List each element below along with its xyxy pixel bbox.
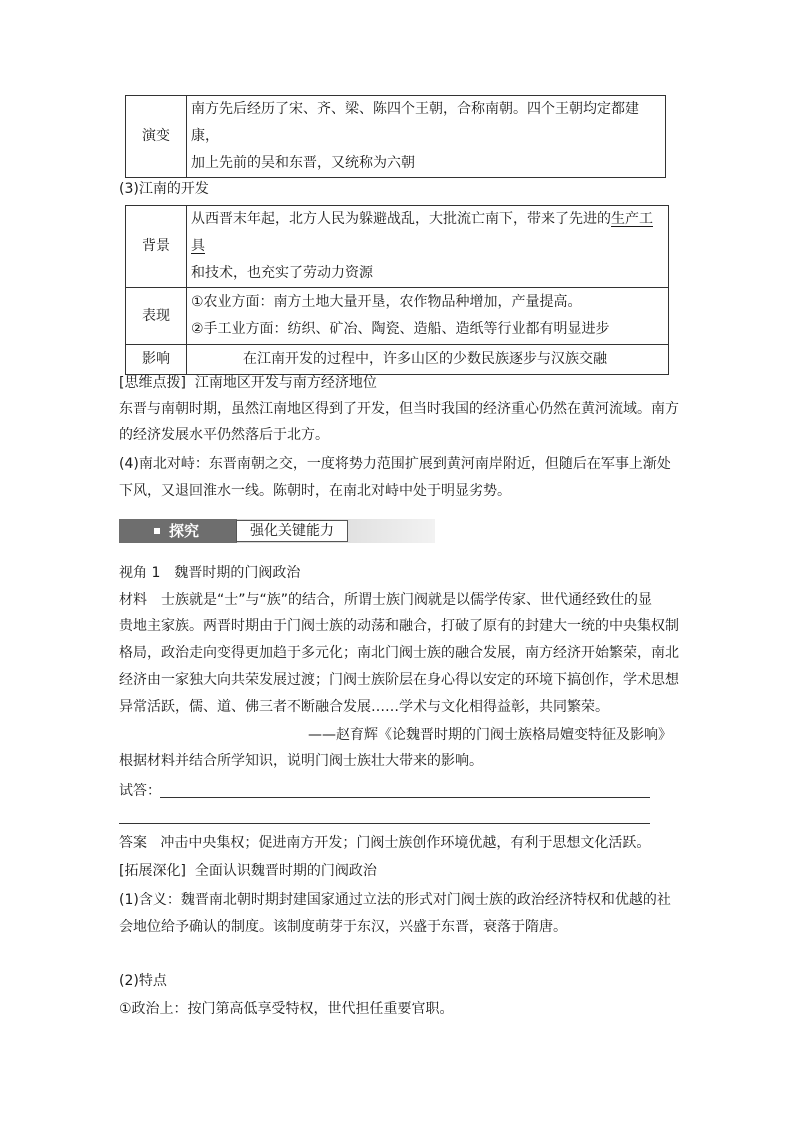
evolution-content	[187, 96, 666, 178]
answer-text: 冲击中央集权；促进南方开发；门阀士族创作环境优越，有利于思想文化活跃。	[160, 835, 651, 851]
background-label: 背景	[126, 206, 187, 288]
extend-heading	[119, 861, 377, 881]
section-3-heading: (3)江南的开发	[119, 181, 209, 197]
perspective-heading: 视角 1 魏晋时期的门阀政治	[119, 565, 301, 581]
material-source: ——赵育辉《论魏晋时期的门阀士族格局嬗变特征及影响》	[308, 727, 672, 743]
material-line-4: 经济由一家独大向共荣发展过渡；门阀士族阶层在身心得以安定的环境下搞创作，学术思想	[119, 672, 679, 688]
square-bullet-icon	[154, 528, 160, 534]
answer-row	[119, 833, 650, 853]
evolution-line-1: 南方先后经历了宋、齐、梁、陈四个王朝，合称南朝。四个王朝均定都建康，	[191, 101, 639, 144]
banner-dark-block	[119, 519, 237, 543]
try-answer-label: 试答：	[119, 783, 161, 799]
background-line-2: 和技术，也充实了劳动力资源	[191, 265, 373, 281]
features-heading: (2)特点	[119, 973, 167, 989]
banner-title: 探究	[169, 522, 200, 540]
banner-subtitle: 强化关键能力	[236, 520, 348, 542]
jiangnan-table	[125, 205, 669, 375]
material-line-5: 异常活跃，儒、道、佛三者不断融合发展……学术与文化相得益彰，共同繁荣。	[119, 699, 609, 715]
influence-content: 在江南开发的过程中，许多山区的少数民族逐步与汉族交融	[187, 345, 669, 375]
thinking-p1-line-2: 的经济发展水平仍然落后于北方。	[119, 427, 329, 443]
evolution-line-2: 加上先前的吴和东晋，又统称为六朝	[191, 155, 415, 171]
evolution-table	[125, 95, 666, 178]
background-text: 从西晋末年起，北方人民为躲避战乱，大批流亡南下，带来了先进的	[191, 211, 611, 227]
background-content	[187, 206, 669, 288]
thinking-p1-line-1: 东晋与南朝时期，虽然江南地区得到了开发，但当时我国的经济重心仍然在黄河流域。南方	[119, 401, 679, 417]
material-line-1: 材料 士族就是“士”与“族”的结合，所谓士族门阀就是以儒学传家、世代通经致仕的显	[119, 592, 653, 608]
thinking-tag: [思维点拨]	[119, 375, 186, 391]
definition-line-2: 会地位给予确认的制度。该制度萌芽于东汉，兴盛于东晋，衰落于隋唐。	[119, 919, 567, 935]
extend-tag: [拓展深化]	[119, 863, 186, 879]
background-line-1	[191, 206, 664, 260]
material-line-3: 格局，政治走向变得更加趋于多元化；南北门阀士族的融合发展，南方经济开始繁荣，南北	[119, 645, 679, 661]
answer-blank-line-1[interactable]	[160, 797, 650, 798]
thinking-p2-line-1: (4)南北对峙：东晋南朝之交，一度将势力范围扩展到黄河南岸附近，但随后在军事上渐处	[119, 456, 671, 472]
evolution-label: 演变	[126, 96, 187, 178]
question: 根据材料并结合所学知识，说明门阀士族壮大带来的影响。	[119, 753, 483, 769]
feature-1: ①政治上：按门第高低享受特权，世代担任重要官职。	[119, 1001, 454, 1017]
answer-blank-line-2[interactable]	[119, 823, 650, 824]
tools-underlined: 生产工具	[191, 211, 653, 254]
performance-line-1: ①农业方面：南方土地大量开垦，农作物品种增加，产量提高。	[191, 294, 582, 310]
explore-banner	[119, 519, 435, 543]
extend-title: 全面认识魏晋时期的门阀政治	[194, 863, 377, 879]
thinking-heading	[119, 373, 377, 393]
material-line-2: 贵地主家族。两晋时期由于门阀士族的动荡和融合，打破了原有的封建大一统的中央集权制	[119, 618, 679, 634]
thinking-title: 江南地区开发与南方经济地位	[194, 375, 377, 391]
performance-label: 表现	[126, 288, 187, 345]
performance-line-2: ②手工业方面：纺织、矿冶、陶瓷、造船、造纸等行业都有明显进步	[191, 321, 610, 337]
performance-content	[187, 288, 669, 345]
thinking-p2-line-2: 下风，又退回淮水一线。陈朝时，在南北对峙中处于明显劣势。	[119, 483, 511, 499]
influence-label: 影响	[126, 345, 187, 375]
answer-label: 答案	[119, 835, 147, 851]
definition-line-1: (1)含义：魏晋南北朝时期封建国家通过立法的形式对门阀士族的政治经济特权和优越的社	[119, 892, 671, 908]
